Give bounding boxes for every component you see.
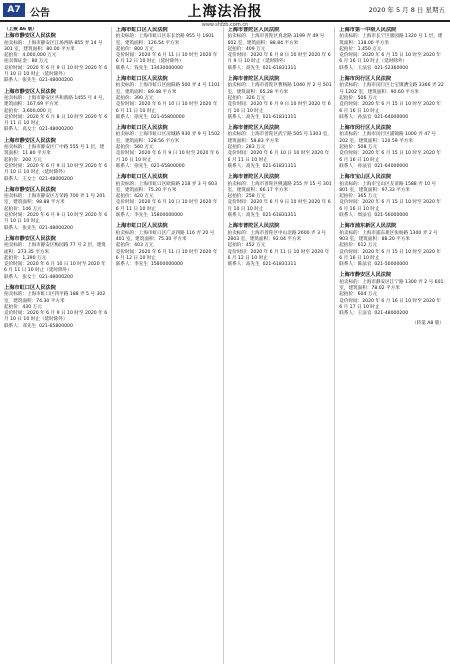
notice-body: 拍卖标的：上海市长宁区愚园路 1320 号 1 层，建筑面积：138.00 平方米 起拍价：1,450 万元 竞价时间：2020 年 6 月 15 日 10 时至 2020 年 6 月 16 日 10 时止（延时除外） 联系人：王法官 021-52360000 — [339, 34, 443, 71]
notice-body: 拍卖标的：上海市虹口区东长治路 955 号 1601 室，建筑面积：126.54 平方米 起拍价：800 万元 竞价时间：2020 年 6 月 11 日 10 时至 2020 年 6 月 12 日 10 时止（延时除外） 联系人：钱先生 13430000000 — [115, 34, 218, 71]
newspaper-name: 上海法治报 — [187, 4, 263, 20]
column-1 — [4, 27, 112, 664]
notice-body: 拍卖标的：上海市静安区江场西路 855 弄 14 号 301 室，建筑面积：80.00 平方米 起拍价：4,000,000 万元 拍卖保证金：80 万元 竞价时间：2020 年 6 月 9 日 10 时至 2020 年 6 月 10 日 10 时止（延时除外） 联系人：张先生 021-48000200 — [4, 40, 108, 84]
notice-item — [4, 236, 109, 281]
notice-title: 上海市普陀区人民法院 — [227, 125, 280, 132]
continued-on-note: （转第 A8 版） — [412, 321, 444, 327]
notice-title: 上海市静安区人民法院 — [4, 88, 56, 95]
notice-item — [116, 27, 221, 72]
notice-body: 拍卖标的：上海市静安区万荣路 700 弄 1 号 201 室，建筑面积：98.88 平方米 起拍价：146 万元 竞价时间：2020 年 6 月 9 日 10 时至 2020 年 6 月 10 日 10 时止 联系人：张先生 021-48000200 — [4, 194, 108, 231]
notice-body: 拍卖标的：上海市虹口区欧阳路 218 弄 3 号 603 室，建筑面积：75.20 平方米 起拍价：420 万元 竞价时间：2020 年 6 月 10 日 10 时至 2020 年 6 月 11 日 10 时止 联系人：李先生 15800000000 — [115, 181, 218, 219]
notice-columns — [4, 27, 446, 664]
notice-body: 拍卖标的：上海市闵行区七宝镇漕宝路 3366 弄 22 号 1202 室，建筑面积：90.60 平方米 起拍价：506 万元 竞价时间：2020 年 6 月 15 日 10 时至 2020 年 6 月 16 日 10 时止 联系人：孙法官 021-64000000 — [339, 83, 444, 120]
notice-body: 拍卖标的：上海市静安区江宁路 1300 弄 2 号 601 室，建筑面积：78.02 平方米 起拍价：604 万元 竞价时间：2020 年 6 月 16 日 10 时至 2020 年 6 月 17 日 10 时止 联系人：王法官 021-48000200 — [339, 279, 444, 317]
column-3 — [228, 27, 336, 664]
notice-body: 拍卖标的：上海市静安区广中路 555 号 1 层，建筑面积：11.80 平方米 起拍价：200 万元 竞价时间：2020 年 6 月 9 日 10 时至 2020 年 6 月 10 日 10 时止（延时除外） 联系人：王女士 021-48000200 — [4, 145, 108, 182]
notice-title: 上海市静安区人民法院 — [4, 186, 56, 193]
notice-title: 上海市静安区人民法院 — [4, 235, 56, 242]
notice-body: 拍卖标的：上海市普陀区中山北路 2600 弄 3 号 2803 室，建筑面积：92.04 平方米 起拍价：452 万元 竞价时间：2020 年 6 月 11 日 10 时至 2020 年 6 月 12 日 10 时止 联系人：高先生 021-61831311 — [227, 230, 330, 268]
notice-title: 上海市闵行区人民法院 — [339, 76, 392, 83]
notice-item — [339, 125, 444, 170]
notice-body: 拍卖标的：上海市静安区梅园路 77 号 2 层，建筑面积：273.35 平方米 起拍价：1,390 万元 竞价时间：2020 年 6 月 10 日 10 时至 2020 年 6 月 11 日 10 时止（延时除外） 联系人：张女士 021-48000200 — [4, 243, 106, 280]
section-title: 公告 — [30, 8, 50, 19]
notice-item — [339, 174, 444, 219]
notice-item — [339, 272, 444, 317]
notice-title: 上海市普陀区人民法院 — [227, 76, 280, 83]
notice-item — [339, 76, 444, 121]
notice-title: 上海市虹口区人民法院 — [115, 76, 168, 83]
notice-body: 拍卖标的：上海市虹口区凉城路 930 弄 9 号 1502 室，建筑面积：128.56 平方米 起拍价：560 万元 竞价时间：2020 年 6 月 9 日 10 时至 2020 年 6 月 10 日 10 时止 联系人：徐先生 021-65800000 — [115, 132, 220, 169]
notice-body: 拍卖标的：上海市虹口区广灵四路 116 弄 20 号 401 室，建筑面积：75.30 平方米 起拍价：403 万元 竞价时间：2020 年 6 月 11 日 10 时至 2020 年 6 月 12 日 10 时止 联系人：李先生 15800000000 — [115, 230, 218, 268]
notice-body: 拍卖标的：上海市普陀区曹杨路 1040 弄 2 号 501 室，建筑面积：65.28 平方米 起拍价：326 万元 竞价时间：2020 年 6 月 9 日 10 时至 2020 年 6 月 10 日 10 时止 联系人：高先生 021-61831311 — [227, 83, 332, 120]
notice-title: 上海市静安区人民法院 — [4, 33, 56, 40]
notice-item — [228, 223, 333, 268]
notice-body: 拍卖标的：上海市闵行区浦锦路 1000 弄 47 号 202 室，建筑面积：120.59 平方米 起拍价：508 万元 竞价时间：2020 年 6 月 15 日 10 时至 2020 年 6 月 16 日 10 时止 联系人：孙法官 021-64000000 — [339, 132, 441, 169]
notice-title: 上海市宝山区人民法院 — [339, 174, 392, 181]
notice-title: 上海市虹口区人民法院 — [4, 284, 56, 291]
notice-title: 上海市虹口区人民法院 — [115, 125, 168, 132]
site-url: www.shfzb.com.cn — [201, 22, 249, 28]
notice-body: 拍卖标的：上海市虹口区曲阳路 500 弄 4 号 1101 室，建筑面积：89.48 平方米 起拍价：390 万元 竞价时间：2020 年 6 月 10 日 10 时至 2020 年 6 月 11 日 10 时止 联系人：徐先生 021-65800000 — [115, 83, 220, 120]
notice-title: 上海市静安区人民法院 — [339, 272, 392, 279]
notice-item — [116, 76, 221, 121]
masthead — [0, 0, 450, 22]
notice-body: 拍卖标的：上海市宝山区友谊路 1588 弄 10 号 801 室，建筑面积：97.33 平方米 起拍价：365 万元 竞价时间：2020 年 6 月 15 日 10 时至 2020 年 6 月 16 日 10 时止 联系人：周法官 021-56000000 — [339, 181, 441, 219]
notice-title: 上海市闵行区人民法院 — [339, 125, 392, 132]
notice-item — [4, 187, 109, 232]
notice-item — [4, 27, 109, 85]
issue-date: 2020 年 5 月 8 日 星期五 — [368, 6, 445, 14]
notice-item — [116, 223, 221, 268]
notice-title: 上海市浦东新区人民法院 — [339, 223, 397, 230]
notice-item — [116, 125, 221, 170]
notice-title: 上海市虹口区人民法院 — [115, 27, 168, 33]
notice-body: 拍卖标的：上海市普陀区武宁路 505 号 1303 室，建筑面积：58.83 平方米 起拍价：283 万元 竞价时间：2020 年 6 月 10 日 10 时至 2020 年 6 月 11 日 10 时止 联系人：高先生 021-61831311 — [227, 132, 332, 169]
notice-body: 拍卖标的：上海市普陀区真北路 3199 弄 49 号 602 室，建筑面积：88.84 平方米 起拍价：409 万元 竞价时间：2020 年 6 月 8 日 10 时至 2020 年 6 月 9 日 10 时止（延时除外） 联系人：高先生 021-61831311 — [227, 34, 331, 71]
notice-item — [4, 285, 109, 330]
notice-item — [228, 27, 333, 72]
notice-title: 上海市普陀区人民法院 — [227, 223, 280, 230]
notice-body: 拍卖标的：上海市浦东新区张杨路 1300 弄 2 号 903 室，建筑面积：88.20 平方米 起拍价：612 万元 竞价时间：2020 年 6 月 15 日 10 时至 2020 年 6 月 16 日 10 时止 联系人：陈法官 021-50000000 — [339, 230, 441, 268]
notice-title: 上海市普陀区人民法院 — [227, 174, 280, 181]
notice-body: 拍卖标的：上海市静安区共和新路 1455 号 4 号，建筑面积：167.69 平方米 起拍价：3,600,000 元 竞价时间：2020 年 6 月 8 日 10 时至 2020 年 6 月 11 日 10 时止 联系人：高女士 021-48000200 — [4, 95, 108, 133]
notice-body: 拍卖标的：上海市普陀区桃浦路 255 弄 15 号 301 室，建筑面积：66.17 平方米 起拍价：258 万元 竞价时间：2020 年 6 月 9 日 10 时至 2020 年 6 月 10 日 10 时止 联系人：高先生 021-61831311 — [227, 181, 332, 219]
notice-body: 拍卖标的：上海市虹口区四平路 188 弄 5 号 302 室，建筑面积：74.30 平方米 起拍价：430 万元 竞价时间：2020 年 6 月 9 日 10 时至 2020 年 6 月 10 日 10 时止（延时除外） 联系人：邓先生 021-65800000 — [4, 292, 108, 329]
column-2 — [116, 27, 224, 664]
notice-item — [339, 223, 444, 268]
notice-title: 上海市普陀区人民法院 — [227, 27, 280, 33]
notice-title: 上海市虹口区人民法院 — [115, 174, 168, 181]
page-number-badge: A7 — [3, 3, 25, 17]
notice-item — [339, 27, 444, 72]
notice-item — [228, 76, 333, 121]
continued-from-note: （上接 A6 版） — [4, 27, 37, 32]
notice-title: 上海市第一中级人民法院 — [339, 27, 397, 33]
notice-item — [228, 125, 333, 170]
notice-item — [4, 89, 109, 134]
notice-title: 上海市静安区人民法院 — [4, 137, 56, 144]
notice-item — [4, 138, 109, 183]
notice-title: 上海市虹口区人民法院 — [115, 223, 168, 230]
notice-item — [116, 174, 221, 219]
column-4 — [339, 27, 446, 664]
notice-item — [228, 174, 333, 219]
